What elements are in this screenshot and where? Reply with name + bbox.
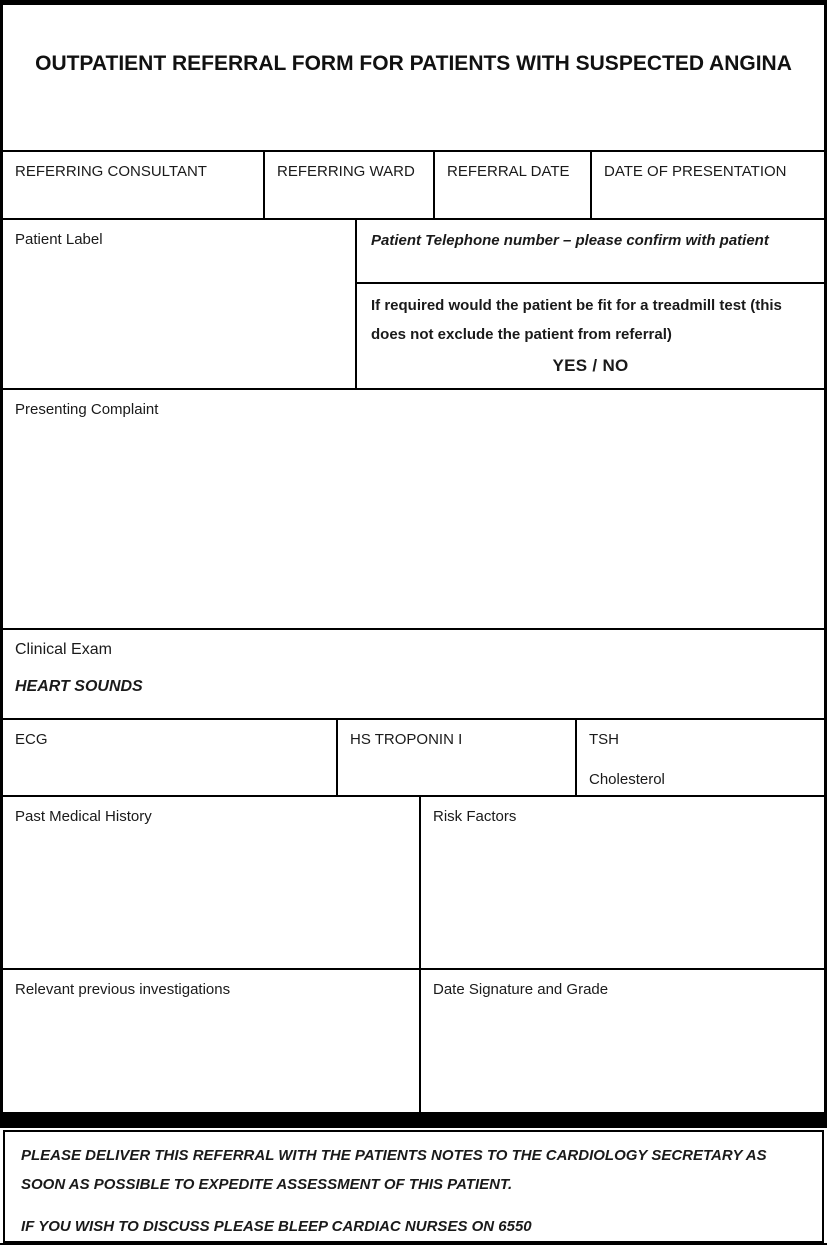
- ecg-label: ECG: [15, 731, 48, 748]
- section-separator-bar: [0, 1112, 827, 1128]
- heart-sounds-label: HEART SOUNDS: [15, 678, 143, 695]
- date-of-presentation-cell: [592, 152, 824, 218]
- form-title: OUTPATIENT REFERRAL FORM FOR PATIENTS WITH SUSPECTED ANGINA: [35, 52, 792, 75]
- referring-consultant-label: REFERRING CONSULTANT: [15, 163, 207, 180]
- referring-ward-label: REFERRING WARD: [277, 163, 415, 180]
- past-medical-history-cell: [3, 797, 421, 968]
- ecg-results-row: [3, 718, 824, 795]
- investigations-signature-row: [3, 968, 824, 1112]
- header-fields-row: [3, 150, 824, 218]
- title-block: [3, 5, 824, 150]
- presenting-complaint-cell: [3, 388, 824, 628]
- history-risk-row: [3, 795, 824, 968]
- troponin-cell: [338, 720, 577, 795]
- past-medical-history-label: Past Medical History: [15, 808, 152, 825]
- clinical-exam-label: Clinical Exam: [15, 641, 112, 658]
- risk-factors-cell: [421, 797, 824, 968]
- clinical-exam-cell: [3, 628, 824, 718]
- referral-date-cell: [435, 152, 592, 218]
- patient-label: Patient Label: [15, 231, 103, 248]
- footer-note-2: IF YOU WISH TO DISCUSS PLEASE BLEEP CARDIAC NURSES ON 6550: [21, 1217, 532, 1235]
- patient-right-column: [357, 220, 824, 388]
- presenting-complaint-label: Presenting Complaint: [15, 401, 159, 418]
- date-signature-grade-cell: [421, 970, 824, 1112]
- date-of-presentation-label: DATE OF PRESENTATION: [604, 163, 787, 180]
- referring-ward-cell: [265, 152, 435, 218]
- referral-form-table: [0, 5, 827, 1112]
- treadmill-yes-no: YES / NO: [552, 355, 629, 375]
- footer-note-1: PLEASE DELIVER THIS REFERRAL WITH THE PATIENTS NOTES TO THE CARDIOLOGY SECRETARY AS SOON AS POSSIBLE TO EXPEDITE ASSESSMENT OF THIS PATIENT.: [21, 1147, 767, 1194]
- troponin-label: HS TROPONIN I: [350, 731, 463, 748]
- risk-factors-label: Risk Factors: [433, 808, 517, 825]
- ecg-cell: [3, 720, 338, 795]
- patient-telephone-label: Patient Telephone number – please confirm with patient: [371, 232, 769, 249]
- previous-investigations-label: Relevant previous investigations: [15, 981, 231, 998]
- cholesterol-label: Cholesterol: [589, 770, 665, 788]
- treadmill-question-cell: [357, 284, 824, 388]
- footer-instructions-box: [3, 1130, 824, 1243]
- tsh-cholesterol-cell: [577, 720, 824, 795]
- referral-date-label: REFERRAL DATE: [447, 163, 570, 180]
- patient-row: [3, 218, 824, 388]
- date-signature-grade-label: Date Signature and Grade: [433, 981, 609, 998]
- tsh-label: TSH: [589, 731, 619, 748]
- treadmill-question: If required would the patient be fit for a treadmill test (this does not exclude the patient from referral): [371, 297, 782, 344]
- patient-telephone-cell: [357, 220, 824, 284]
- previous-investigations-cell: [3, 970, 421, 1112]
- patient-label-cell: [3, 220, 357, 388]
- referring-consultant-cell: [3, 152, 265, 218]
